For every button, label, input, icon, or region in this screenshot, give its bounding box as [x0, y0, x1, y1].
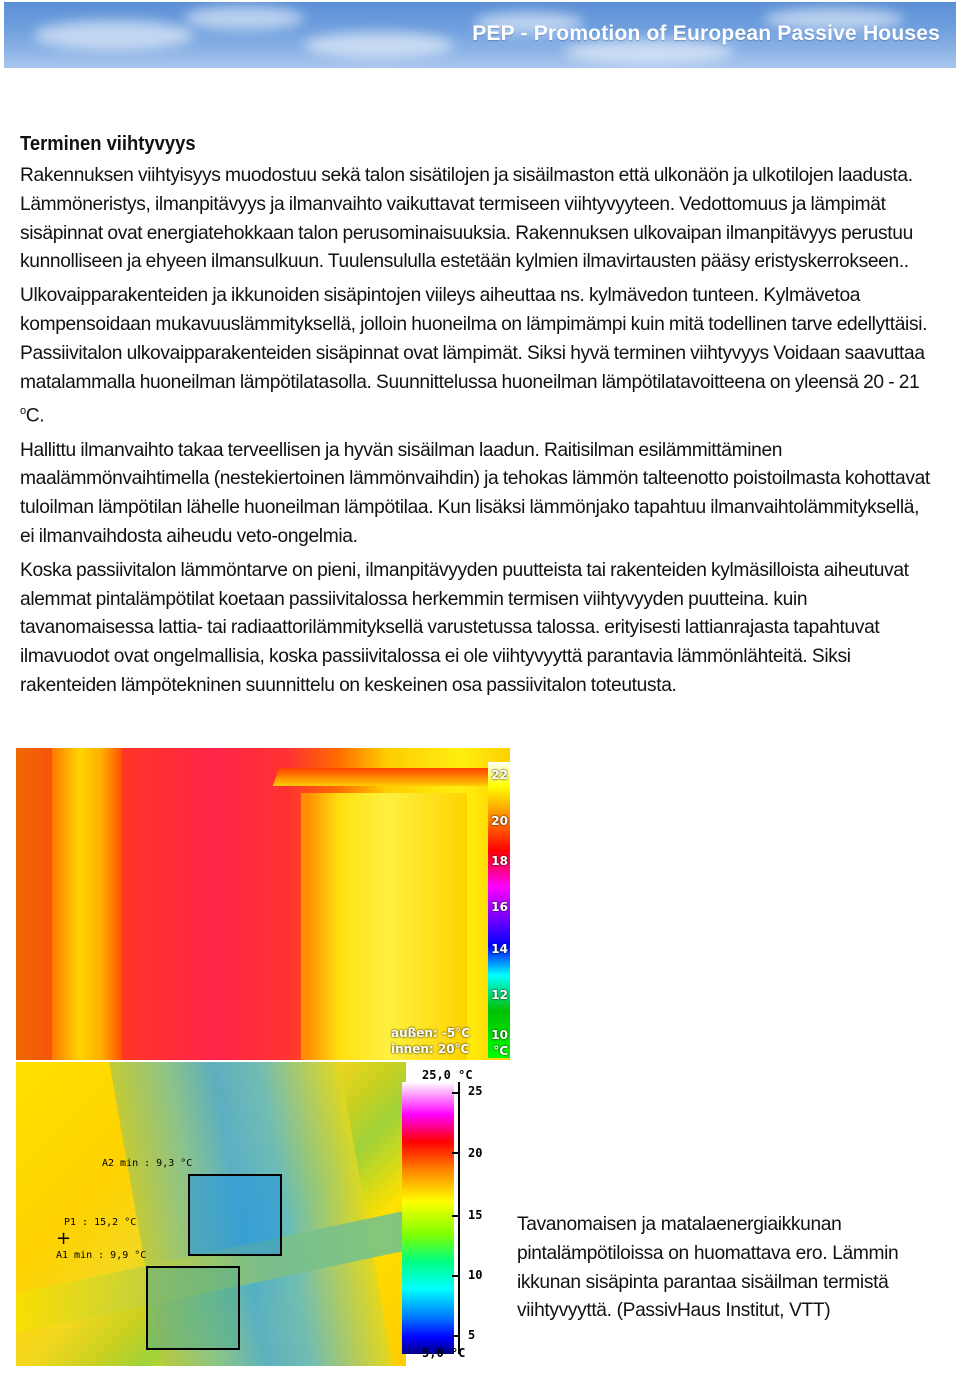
- scale-tick-5: 5: [468, 1328, 476, 1342]
- scale-top-label: 25,0 °C: [422, 1068, 473, 1082]
- scale-tick: [452, 1215, 460, 1217]
- scale-label-unit: °C: [493, 1044, 508, 1058]
- header-banner: [4, 2, 956, 68]
- thermal-image-comparison: [16, 1062, 510, 1366]
- main-content: [20, 133, 935, 706]
- scale-tick-15: 15: [468, 1208, 483, 1222]
- scale-label-12: 12: [491, 988, 508, 1002]
- measurement-box-a1: [146, 1266, 240, 1350]
- scale-tick-10: 10: [468, 1268, 483, 1282]
- section-heading: Terminen viihtyvyys: [20, 133, 196, 155]
- label-p1: P1 : 15,2 °C: [64, 1217, 137, 1228]
- scale-tick-25: 25: [468, 1084, 483, 1098]
- scale-label-18: 18: [491, 854, 508, 868]
- inside-temp-label: innen: 20°C: [391, 1042, 470, 1056]
- thermal-window-pane: [301, 793, 470, 1060]
- scale-bottom-label: 5,0 °C: [422, 1346, 466, 1360]
- paragraph-3: Hallittu ilmanvaihto takaa terveellisen ja hyvän sisäilman laadun. Raitisilman esilämmittäminen maalämmönvaihtimella (nestekiertoinen lämmönvaihdin) ja tehokas lämmön talteenotto poistoilmasta kohottavat tuloilman lämpötilan lähelle huoneilman lämpötilaa. Kun lisäksi lämmönjako tapahtuu ilmanvaihtolämmityksellä, ei ilmanvaihdosta aiheudu veto-ongelmia.: [20, 439, 930, 547]
- label-a2-min: A2 min : 9,3 °C: [102, 1158, 193, 1169]
- scale-tick-20: 20: [468, 1146, 483, 1160]
- scale-axis: [458, 1082, 460, 1354]
- thermal-2-scale-bar: [402, 1082, 454, 1354]
- outside-temp-label: außen: -5°C: [391, 1026, 471, 1040]
- scale-label-10: 10: [491, 1028, 508, 1042]
- scale-tick: [452, 1152, 460, 1154]
- thermal-image-window-frame: [16, 748, 510, 1060]
- measurement-box-a2: [188, 1174, 282, 1256]
- thermal-window-top: [273, 768, 500, 786]
- scale-label-14: 14: [491, 942, 508, 956]
- scale-label-16: 16: [491, 900, 508, 914]
- paragraph-2-text: Ulkovaipparakenteiden ja ikkunoiden sisäpintojen viileys aiheuttaa ns. kylmävedon tunteen. Kylmävetoa kompensoidaan mukavuuslämmityksellä, jolloin huoneilma on lämpimämpi kuin mitä todellinen tarve edellyttäisi. Passiivitalon ulkovaipparakenteiden sisäpinnat ovat lämpimät. Siksi hyvä terminen viihtyvyys Voidaan saavuttaa matalammalla huoneilman lämpötilatasolla. Suunnittelussa huoneilman lämpötilatavoitteena on yleensä 20 - 21: [20, 285, 928, 393]
- label-a1-min: A1 min : 9,9 °C: [56, 1250, 147, 1261]
- figure-caption: Tavanomaisen ja matalaenergiaikkunan pintalämpötiloissa on huomattava ero. Lämmin ikkunan sisäpinta parantaa sisäilman termistä viihtyvyyttä. (PassivHaus Institut, VTT): [517, 1214, 899, 1322]
- paragraph-4: Koska passiivitalon lämmöntarve on pieni, ilmanpitävyyden puutteista tai rakenteiden kylmäsilloista aiheutuvat alemmat pintalämpötilat koetaan passiivitalossa herkemmin termisen viihtyvyyden puutteina. kuin tavanomaisessa lattia- tai radiaattorilämmityksellä varustetussa talossa. erityisesti lattianrajasta tapahtuvat ilmavuodot ovat ongelmallisia, koska passiivitalossa ei ole viihtyvyyttä parantavia lämmönlähteitä. Siksi rakenteiden lämpötekninen suunnittelu on keskeinen osa passiivitalon toteutusta.: [20, 559, 909, 696]
- scale-tick: [452, 1335, 460, 1337]
- scale-tick: [452, 1275, 460, 1277]
- crosshair-icon: +: [56, 1228, 72, 1249]
- paragraph-2: [20, 282, 935, 431]
- scale-label-20: 20: [491, 814, 508, 828]
- paragraph-1: Rakennuksen viihtyisyys muodostuu sekä talon sisätilojen ja sisäilmaston että ulkonäön ja ulkotilojen laadusta. Lämmöneristys, ilmanpitävyys ja ilmanvaihto vaikuttavat termiseen viihtyvyyteen. Vedottomuus ja lämpimät sisäpinnat ovat energiatehokkaan talon perusominaisuuksia. Rakennuksen ulkovaipan ilmanpitävyys perustuu kunnolliseen ja ehyeen ilmansulkuun. Tuulensululla estetään kylmien ilmavirtausten pääsy eristyskerrokseen..: [20, 165, 913, 273]
- header-title: PEP - Promotion of European Passive Houses: [472, 22, 940, 45]
- scale-label-22: 22: [491, 768, 508, 782]
- thermal-frame-left: [52, 748, 122, 1060]
- thermal-image-2: [16, 1062, 406, 1366]
- scale-tick: [452, 1092, 460, 1094]
- paragraph-2-end: C.: [25, 405, 45, 427]
- degree-superscript: o: [20, 405, 26, 418]
